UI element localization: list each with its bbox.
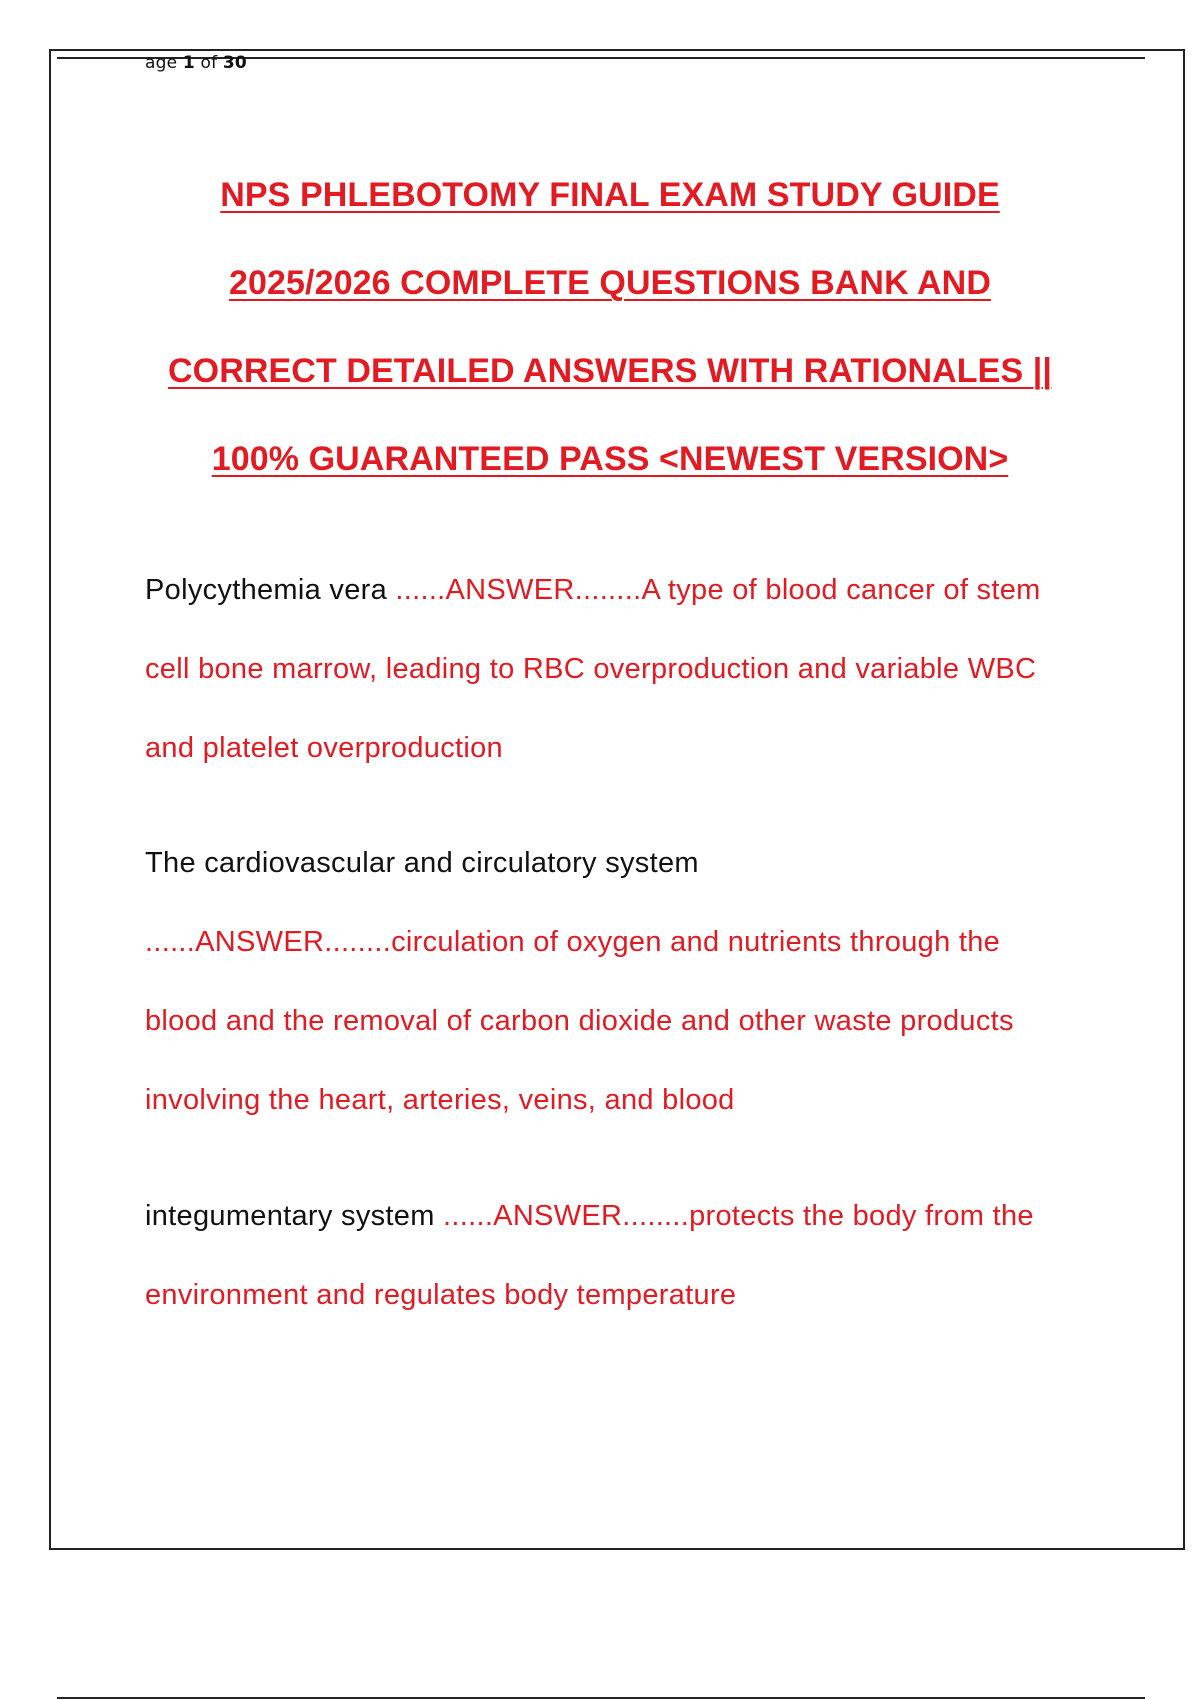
question-text: Polycythemia vera (145, 574, 396, 606)
question-text: The cardiovascular and circulatory system (145, 847, 699, 879)
next-page-top-rule (57, 1697, 1145, 1699)
total-pages: 30 (222, 53, 247, 73)
qa-item-cardiovascular-system (145, 824, 1075, 1140)
page-number-label: age 1 of 30 (145, 53, 247, 73)
question-text: integumentary system (145, 1200, 444, 1232)
answer-text: ......ANSWER........circulation of oxygen and nutrients through the blood and the removal of carbon dioxide and other waste products involving the heart, arteries, veins, and blood (145, 926, 1014, 1116)
answer-text: ......ANSWER........A type of blood cancer of stem cell bone marrow, leading to RBC overproduction and variable WBC and platelet overproduction (145, 574, 1041, 764)
qa-item-polycythemia-vera (145, 551, 1075, 788)
current-page-number: 1 (182, 53, 195, 73)
title-line: 100% GUARANTEED PASS <NEWEST VERSION> (211, 440, 1009, 478)
document-title (49, 178, 1171, 530)
title-line: NPS PHLEBOTOMY FINAL EXAM STUDY GUIDE (220, 176, 1000, 214)
qa-item-integumentary-system (145, 1177, 1075, 1335)
answer-text: ......ANSWER........protects the body from the environment and regulates body temperature (145, 1200, 1034, 1311)
title-line: CORRECT DETAILED ANSWERS WITH RATIONALES || (168, 352, 1052, 390)
title-line: 2025/2026 COMPLETE QUESTIONS BANK AND (229, 264, 991, 302)
